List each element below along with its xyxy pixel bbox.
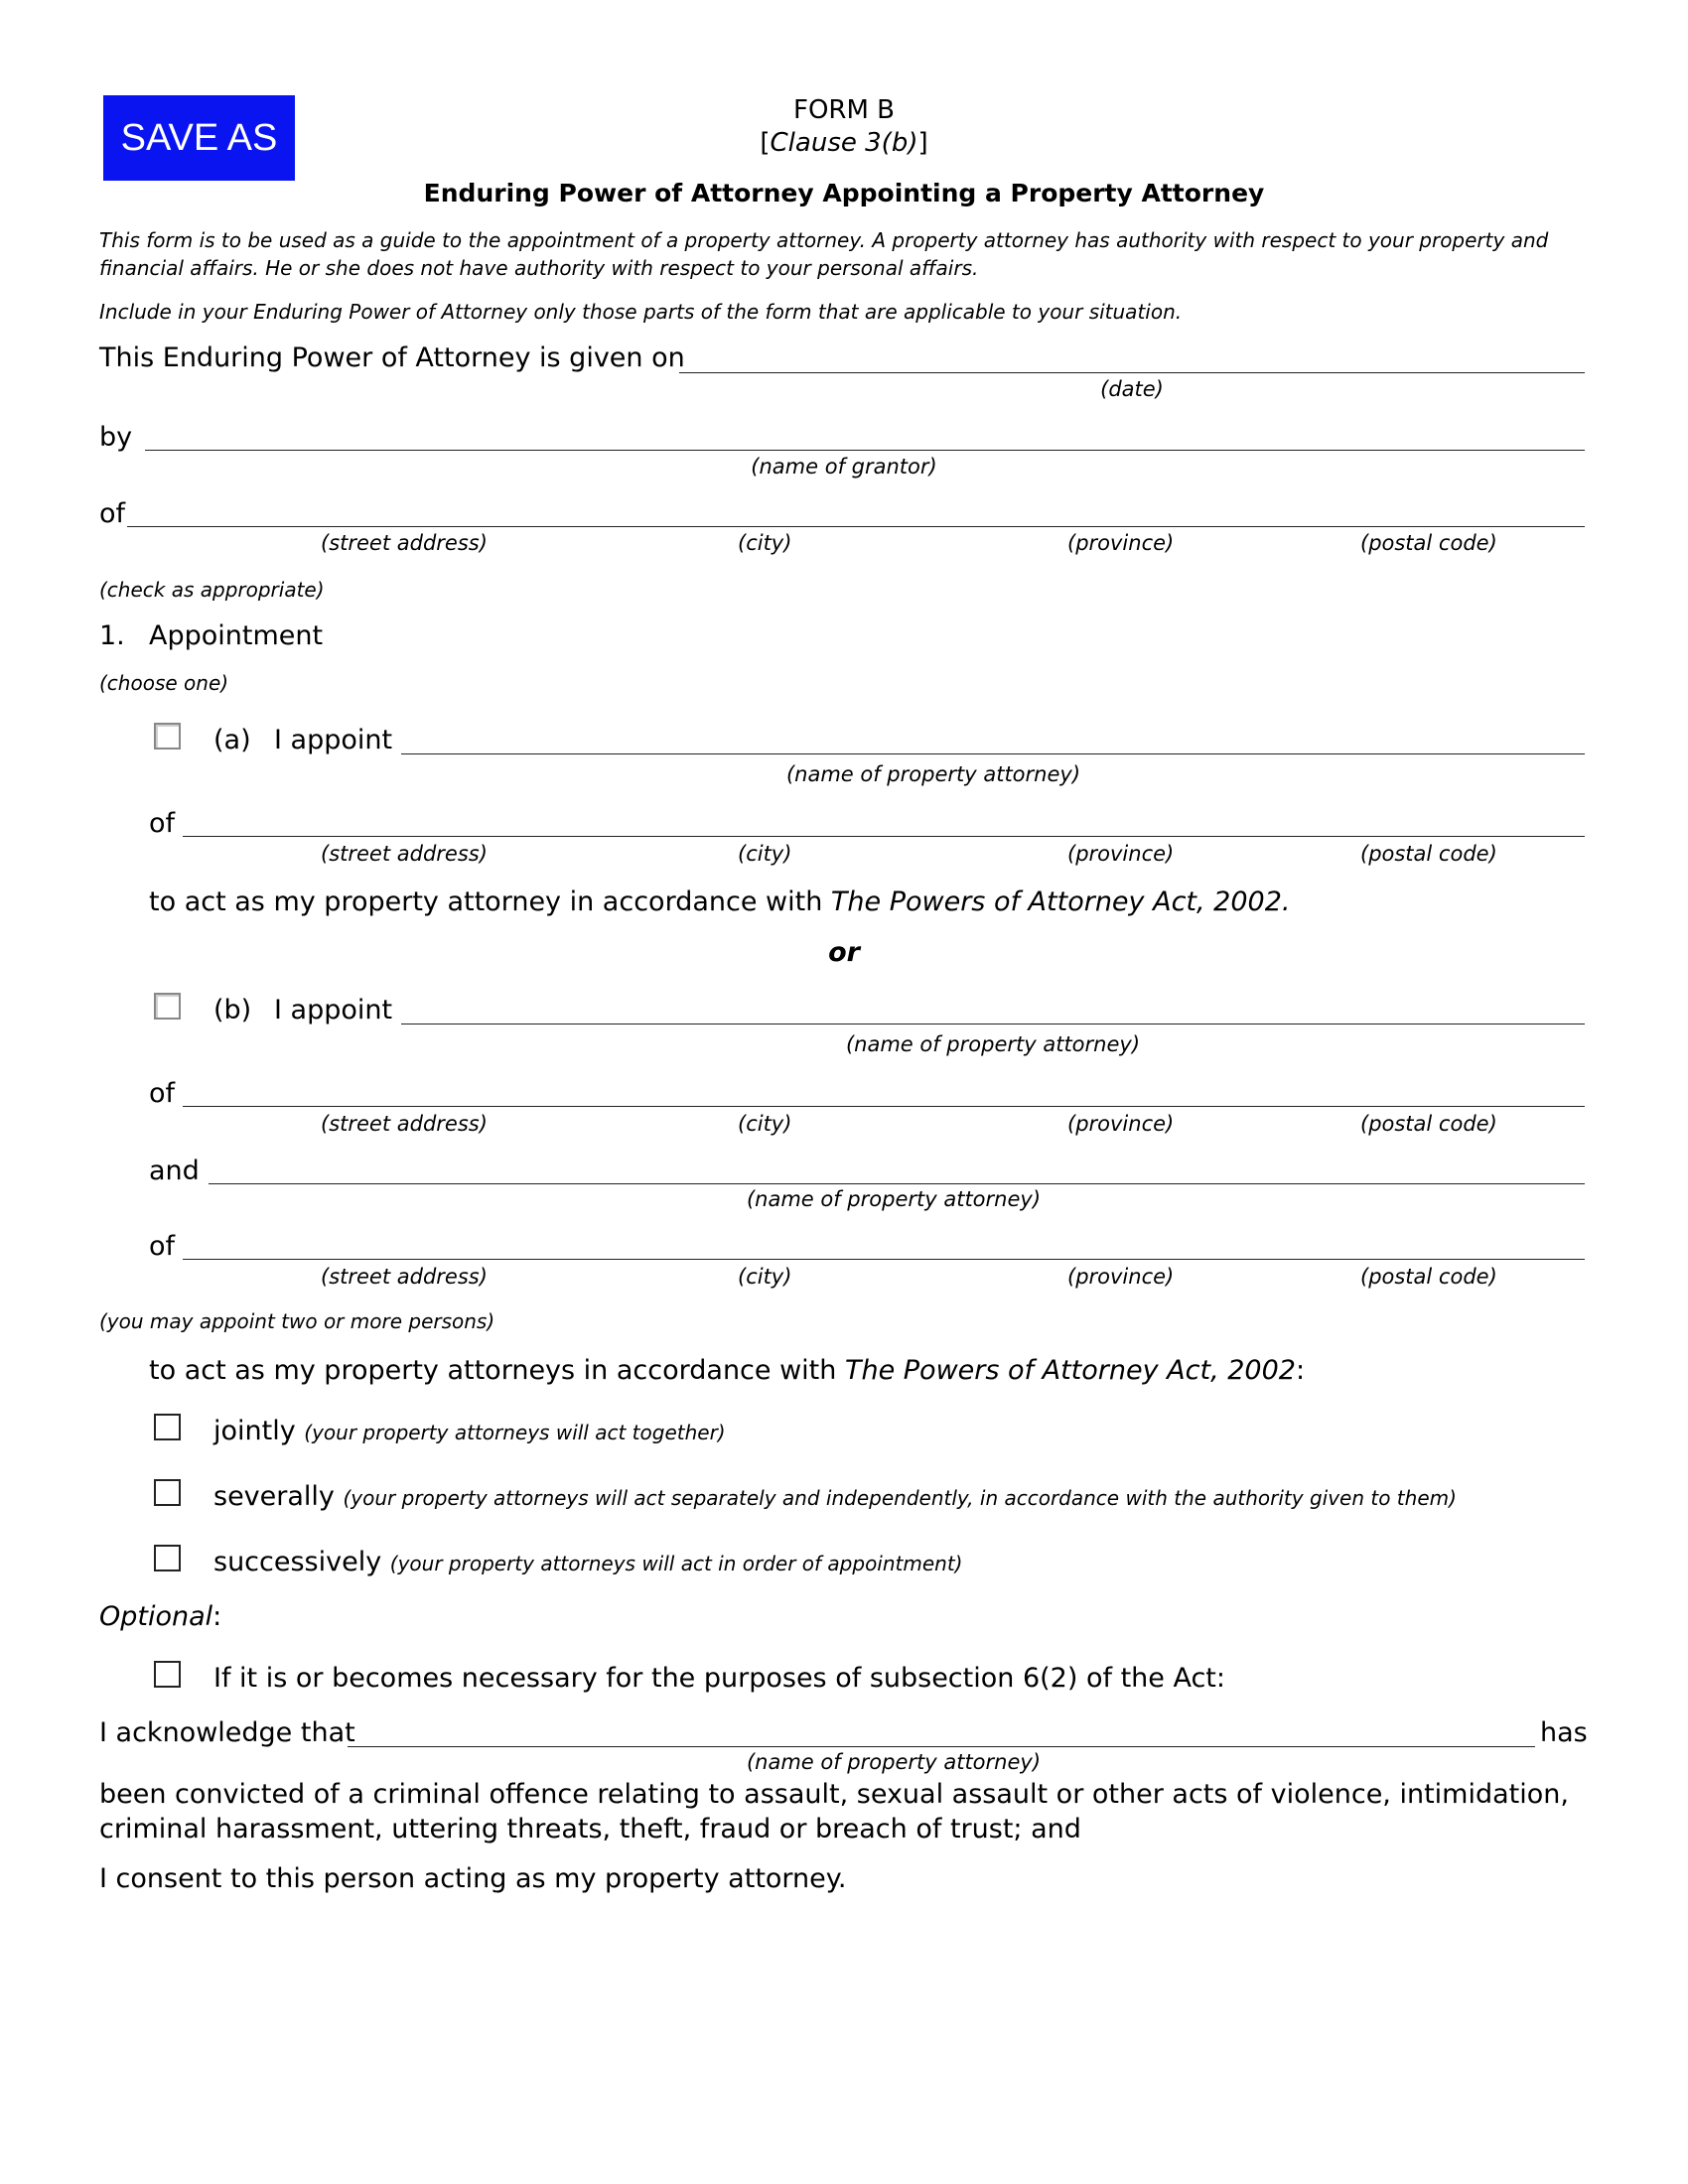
option-a-letter: (a) (213, 725, 251, 755)
province-label: (province) (1067, 842, 1175, 866)
street-address-label: (street address) (321, 1265, 488, 1289)
successively-option (213, 1547, 962, 1577)
postal-code-label: (postal code) (1360, 531, 1497, 555)
option-a-act-text (149, 887, 1290, 917)
option-b-act-text (149, 1355, 1305, 1386)
option-b-checkbox[interactable] (154, 993, 181, 1020)
acknowledge-attorney-name-field[interactable] (348, 1746, 1535, 1747)
city-label: (city) (738, 1112, 792, 1136)
postal-code-label: (postal code) (1360, 1112, 1497, 1136)
jointly-label: jointly (213, 1416, 296, 1446)
option-b-of-text: of (149, 1078, 176, 1109)
by-text: by (99, 422, 133, 453)
option-a-name-label: (name of property attorney) (785, 762, 1081, 786)
grantor-address-field[interactable] (127, 526, 1585, 527)
street-address-label: (street address) (321, 842, 488, 866)
successively-checkbox[interactable] (154, 1545, 181, 1571)
option-a-checkbox[interactable] (154, 723, 181, 750)
city-label: (city) (738, 1265, 792, 1289)
severally-checkbox[interactable] (154, 1479, 181, 1506)
clause-open: [ (760, 128, 771, 158)
acknowledge-name-label: (name of property attorney) (746, 1750, 1042, 1774)
jointly-option (213, 1416, 726, 1446)
optional-checkbox[interactable] (154, 1661, 181, 1688)
option-b-address-field[interactable] (183, 1106, 1585, 1107)
date-field[interactable] (679, 372, 1585, 373)
grantor-of-text: of (99, 498, 126, 529)
option-b-and-text: and (149, 1156, 200, 1186)
postal-code-label: (postal code) (1360, 1265, 1497, 1289)
jointly-checkbox[interactable] (154, 1414, 181, 1440)
option-b-of2-text: of (149, 1231, 176, 1262)
province-label: (province) (1067, 1265, 1175, 1289)
street-address-label: (street address) (321, 1112, 488, 1136)
choose-one-note: (choose one) (99, 671, 229, 695)
postal-code-label: (postal code) (1360, 842, 1497, 866)
optional-colon: : (212, 1601, 222, 1632)
acknowledge-text: I acknowledge that (99, 1717, 355, 1748)
clause-text: Clause 3(b) (770, 128, 918, 158)
check-note: (check as appropriate) (99, 578, 325, 602)
option-a-of-text: of (149, 808, 176, 839)
province-label: (province) (1067, 1112, 1175, 1136)
severally-note: (your property attorneys will act separately and independently, in accordance with the authority given to them) (343, 1486, 1457, 1510)
form-label: FORM B (792, 95, 896, 125)
clause-reference (645, 128, 1043, 158)
appointment-number: 1. (99, 620, 125, 651)
intro-include-text: Include in your Enduring Power of Attorney only those parts of the form that are applicable to your situation. (99, 300, 1183, 324)
option-b-second-address-field[interactable] (183, 1259, 1585, 1260)
severally-label: severally (213, 1481, 335, 1512)
or-separator: or (828, 937, 860, 968)
successively-note: (your property attorneys will act in order of appointment) (389, 1552, 963, 1575)
option-a-address-field[interactable] (183, 836, 1585, 837)
grantor-label: (name of grantor) (751, 455, 937, 478)
province-label: (province) (1067, 531, 1175, 555)
optional-heading (99, 1601, 221, 1632)
may-appoint-note: (you may appoint two or more persons) (99, 1309, 495, 1333)
option-a-appoint-text: I appoint (274, 725, 393, 755)
severally-option (213, 1481, 1457, 1512)
option-b-second-name-label: (name of property attorney) (746, 1187, 1042, 1211)
consent-text: I consent to this person acting as my property attorney. (99, 1863, 847, 1894)
optional-clause-text: If it is or becomes necessary for the purposes of subsection 6(2) of the Act: (213, 1663, 1225, 1694)
intro-guide-text: This form is to be used as a guide to the appointment of a property attorney. A property attorney has authority with respect to your property and financial affairs. He or she does not have authority with respect to your personal affairs. (99, 228, 1549, 280)
act-name: The Powers of Attorney Act, 2002 (844, 1355, 1296, 1386)
city-label: (city) (738, 531, 792, 555)
has-text: has (1540, 1717, 1588, 1748)
option-b-name-label: (name of property attorney) (845, 1032, 1141, 1056)
date-label: (date) (1100, 377, 1164, 401)
successively-label: successively (213, 1547, 382, 1577)
jointly-note: (your property attorneys will act together) (304, 1421, 726, 1444)
save-as-button[interactable]: SAVE AS (103, 95, 295, 181)
optional-label: Optional (99, 1601, 213, 1632)
given-on-text: This Enduring Power of Attorney is given on (99, 342, 685, 373)
convicted-text: been convicted of a criminal offence relating to assault, sexual assault or other acts of violence, intimidation, criminal harassment, uttering threats, theft, fraud or breach of trust; and (99, 1779, 1569, 1844)
option-b-letter: (b) (213, 995, 252, 1025)
grantor-name-field[interactable] (145, 450, 1585, 451)
city-label: (city) (738, 842, 792, 866)
act-lead-text: to act as my property attorneys in accordance with (149, 1355, 845, 1386)
clause-close: ] (917, 128, 928, 158)
form-title: Enduring Power of Attorney Appointing a Property Attorney (423, 179, 1265, 207)
option-b-appoint-text: I appoint (274, 995, 393, 1025)
option-b-second-attorney-name-field[interactable] (209, 1183, 1585, 1184)
appointment-heading: Appointment (149, 620, 324, 651)
act-lead-text: to act as my property attorney in accordance with (149, 887, 831, 917)
act-name: The Powers of Attorney Act, 2002. (830, 887, 1291, 917)
act-end: : (1295, 1355, 1306, 1386)
street-address-label: (street address) (321, 531, 488, 555)
option-a-attorney-name-field[interactable] (401, 753, 1585, 754)
